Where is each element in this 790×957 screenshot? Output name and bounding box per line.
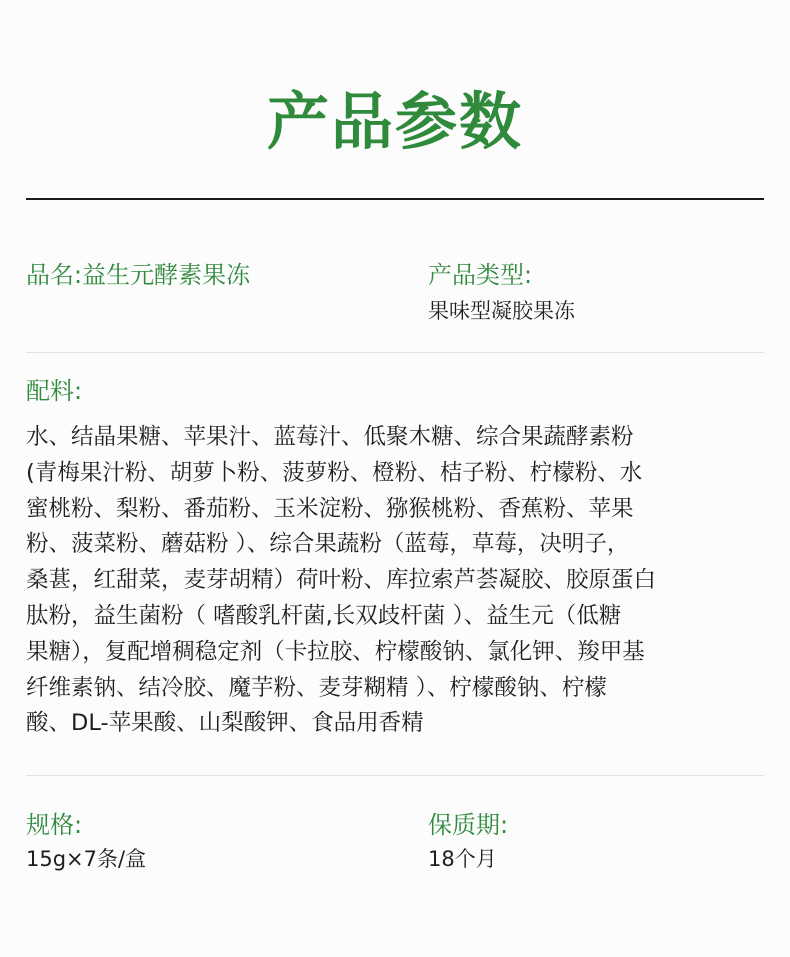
- ingredients-line: 果糖），复配增稠稳定剂（卡拉胶、柠檬酸钠、氯化钾、羧甲基: [26, 638, 645, 665]
- section-divider: [26, 775, 764, 776]
- title-divider: [26, 198, 764, 200]
- shelf-life-value: 18个月: [428, 847, 497, 871]
- ingredients-line: 肽粉，益生菌粉（ 嗜酸乳杆菌,长双歧杆菌 ）、益生元（低糖: [26, 602, 622, 629]
- spec-value: 15g×7条/盒: [26, 847, 147, 871]
- product-name: 品名:益生元酵素果冻: [26, 261, 251, 289]
- ingredients-line: (青梅果汁粉、胡萝卜粉、菠萝粉、橙粉、桔子粉、柠檬粉、水: [26, 459, 643, 486]
- product-type-value: 果味型凝胶果冻: [428, 299, 575, 323]
- spec-label: 规格:: [26, 811, 83, 839]
- ingredients-line: 蜜桃粉、梨粉、番茄粉、玉米淀粉、猕猴桃粉、香蕉粉、苹果: [26, 495, 634, 522]
- shelf-life-label: 保质期:: [428, 811, 509, 839]
- ingredients-line: 桑葚，红甜菜，麦芽胡精）荷叶粉、库拉索芦荟凝胶、胶原蛋白: [26, 567, 657, 594]
- ingredients-line: 酸、DL-苹果酸、山梨酸钾、食品用香精: [26, 710, 424, 737]
- ingredients-text: [26, 420, 774, 742]
- ingredients-line: 水、结晶果糖、苹果汁、蓝莓汁、低聚木糖、综合果蔬酵素粉: [26, 424, 634, 450]
- ingredients-line: 粉、菠菜粉、蘑菇粉 ）、综合果蔬粉（蓝莓，草莓，决明子，: [26, 531, 630, 558]
- ingredients-line: 纤维素钠、结冷胶、魔芋粉、麦芽糊精 ）、柠檬酸钠、柠檬: [26, 674, 607, 701]
- product-type-label: 产品类型:: [428, 261, 533, 289]
- section-divider: [26, 352, 764, 353]
- ingredients-label: 配料:: [26, 377, 83, 405]
- page-title: 产品参数: [266, 85, 523, 158]
